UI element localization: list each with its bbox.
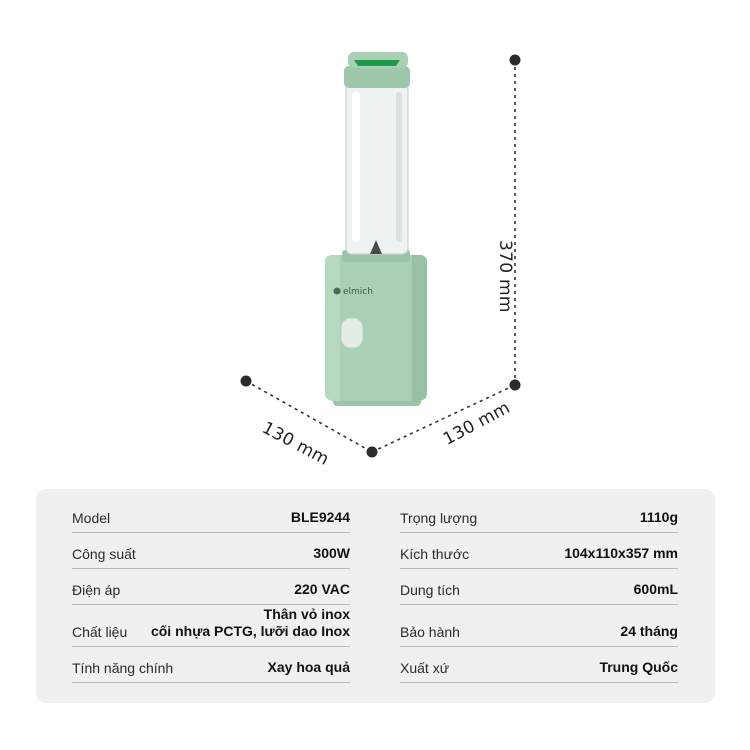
spec-row-voltage (72, 573, 350, 605)
spec-value: 300W (313, 545, 350, 561)
spec-value (151, 606, 350, 640)
dot-top (510, 55, 521, 66)
lid-accent (354, 60, 400, 66)
spec-value-line2: cối nhựa PCTG, lưỡi dao Inox (150, 623, 350, 639)
spec-row-power (72, 537, 350, 569)
jar-lid (344, 66, 410, 88)
spec-label: Xuất xứ (400, 660, 450, 676)
spec-value: Trung Quốc (599, 659, 678, 675)
brand-logo-mark (334, 288, 341, 295)
spec-row-origin (400, 649, 678, 683)
motor-base (325, 255, 427, 401)
power-button (341, 318, 363, 348)
spec-label: Công suất (72, 546, 136, 562)
spec-value: 600mL (633, 581, 678, 597)
spec-row-warranty (400, 605, 678, 647)
spec-value: BLE9244 (290, 509, 350, 525)
spec-value: 104x110x357 mm (564, 545, 678, 561)
spec-row-material (72, 605, 350, 647)
spec-label: Trọng lượng (400, 510, 478, 526)
spec-label: Điện áp (72, 582, 121, 598)
spec-row-capacity (400, 573, 678, 605)
height-label: 370 mm (495, 240, 515, 313)
spec-label: Kích thước (400, 546, 470, 562)
spec-value: 24 tháng (620, 623, 678, 639)
spec-label: Chất liệu (72, 624, 128, 640)
dot-bottom (367, 447, 378, 458)
spec-label: Bảo hành (400, 624, 460, 640)
brand-logo-text: elmich (343, 287, 373, 297)
spec-label: Dung tích (400, 582, 460, 598)
spec-row-size (400, 537, 678, 569)
depth-label: 130 mm (440, 397, 514, 450)
spec-value: 1110g (639, 509, 678, 525)
spec-row-weight (400, 503, 678, 533)
spec-row-feature (72, 649, 350, 683)
spec-value-line1: Thân vỏ inox (263, 606, 350, 622)
spec-value: 220 VAC (294, 581, 350, 597)
spec-label: Model (72, 510, 111, 526)
spec-value: Xay hoa quả (267, 659, 350, 675)
spec-panel (36, 489, 715, 703)
dot-left (241, 376, 252, 387)
spec-row-model (72, 503, 350, 533)
spec-label: Tính năng chính (72, 660, 174, 676)
width-label: 130 mm (258, 418, 333, 470)
dot-right (510, 380, 521, 391)
